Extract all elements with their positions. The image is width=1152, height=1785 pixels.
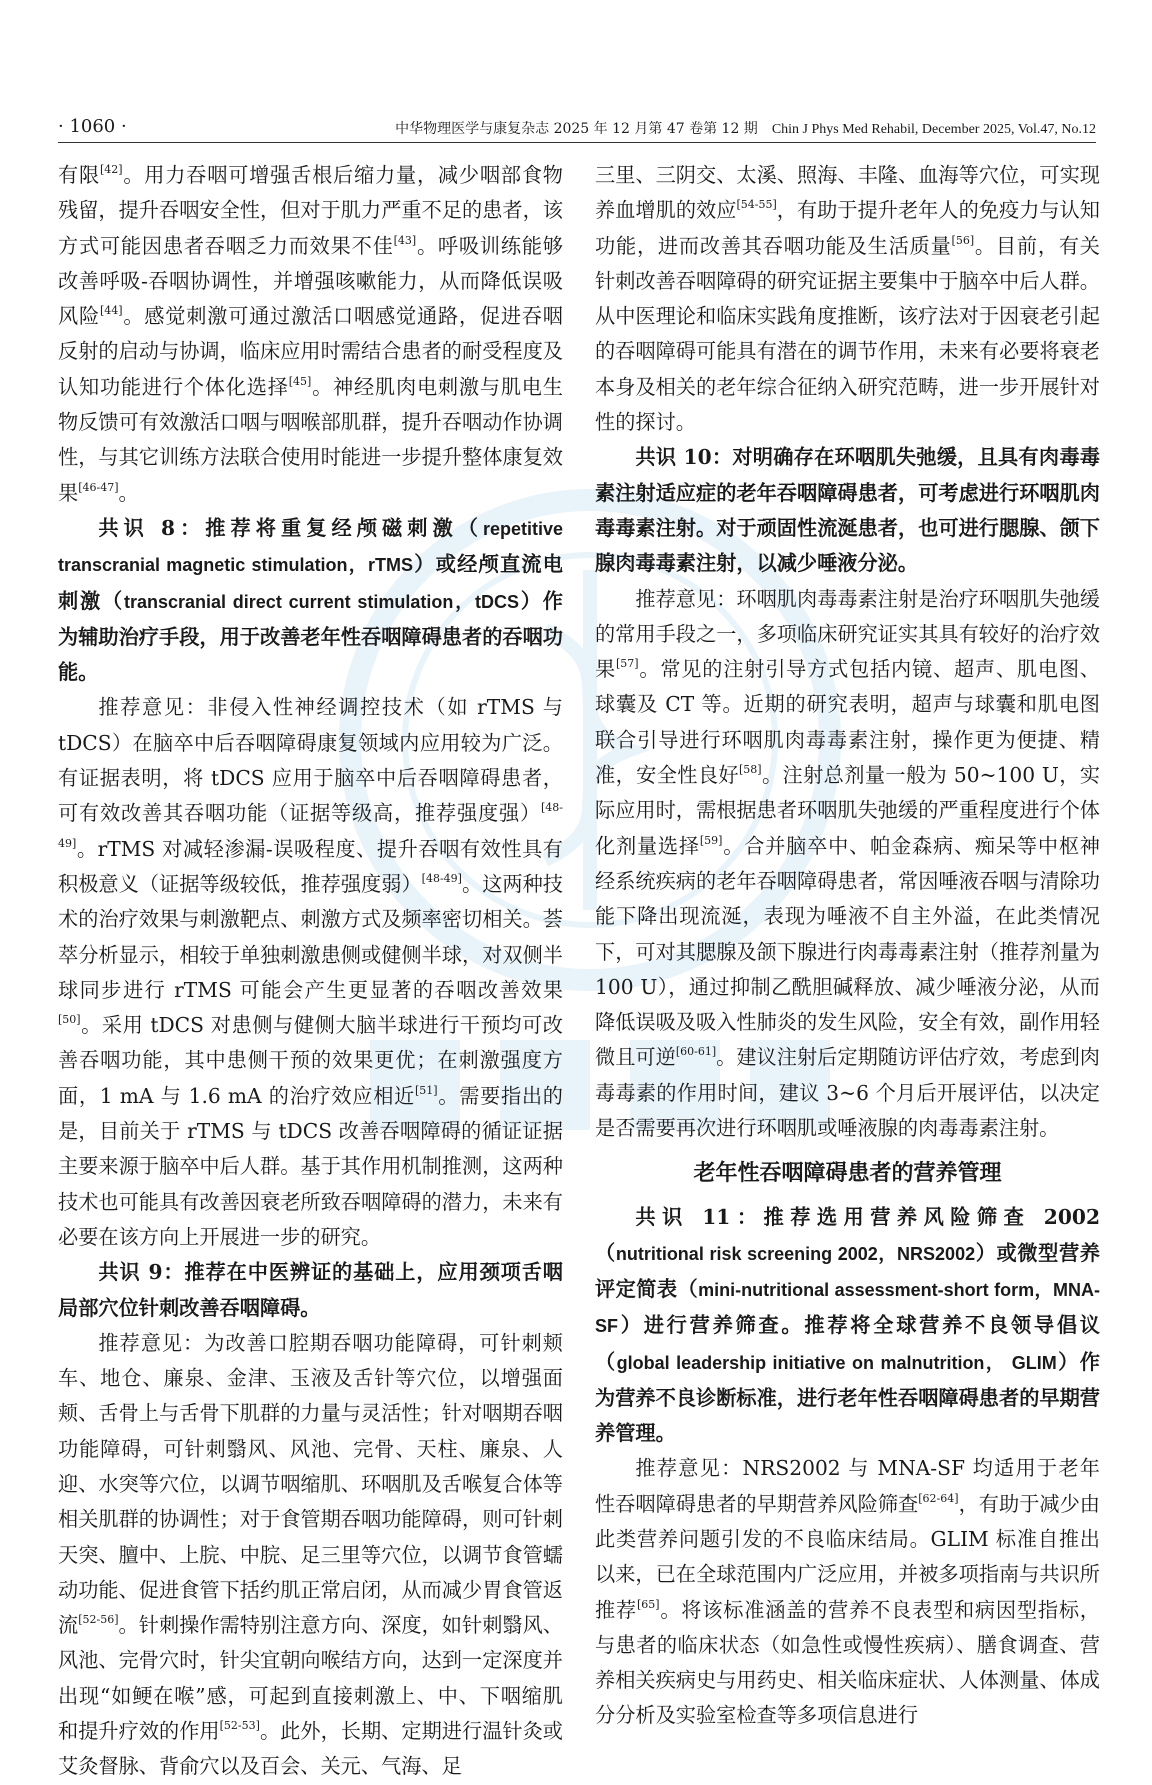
- citation: [44]: [99, 304, 123, 318]
- consensus-11: 共识 11：推荐选用营养风险筛查 2002（nutritional risk screening 2002，NRS2002）或微型营养评定简表（mini-nutritional assessment-short form，MNA-SF）进行营养筛查。推荐将全球营养不良领导倡议（global leadership initiative on malnutrition， GLIM）作为营养不良诊断标准，进行老年性吞咽障碍患者的早期营养管理。: [595, 1205, 1100, 1446]
- citation: [51]: [415, 1083, 438, 1097]
- citation: [42]: [99, 163, 123, 176]
- recommendation-9: 推荐意见：为改善口腔期吞咽功能障碍，可针刺颊车、地仓、廉泉、金津、玉液及舌针等穴位，以增强面颊、舌骨上与舌骨下肌群的力量与灵活性；针对咽期吞咽功能障碍，可针刺翳风、风池、完骨、天柱、廉泉、人迎、水突等穴位，以调节咽缩肌、环咽肌及舌喉复合体等相关肌群的协调性；对于食管期吞咽功能障碍，则可针刺天突、膻中、上脘、中脘、足三里等穴位，以调节食管蠕动功能、促进食管下括约肌正常启闭，从而减少胃食管返流[52-56]。针刺操作需特别注意方向、深度，如针刺翳风、风池、完骨穴时，针尖宜朝向喉结方向，达到一定深度并出现“如鲠在喉”感，可起到直接刺激上、中、下咽缩肌和提升疗效的作用[52-53]。此外，长期、定期进行温针灸或艾灸督脉、背俞穴以及百会、关元、气海、足: [58, 1330, 563, 1779]
- citation: [48-49]: [421, 871, 462, 885]
- running-header: [58, 112, 1096, 143]
- citation: [52-56]: [78, 1613, 119, 1627]
- citation: [60-61]: [675, 1045, 717, 1059]
- recommendation-10: 推荐意见：环咽肌肉毒毒素注射是治疗环咽肌失弛缓的常用手段之一，多项临床研究证实其具有较好的治疗效果[57]。常见的注射引导方式包括内镜、超声、肌电图、球囊及 CT 等。近期的研究表明，超声与球囊和肌电图联合引导进行环咽肌肉毒毒素注射，操作更为便捷、精准，安全性良好[58]。注射总剂量一般为 50~100 U，实际应用时，需根据患者环咽肌失弛缓的严重程度进行个体化剂量选择[59]。合并脑卒中、帕金森病、痴呆等中枢神经系统疾病的老年吞咽障碍患者，常因唾液吞咽与清除功能下降出现流涎，表现为唾液不自主外溢，在此类情况下，可对其腮腺及颌下腺进行肉毒毒素注射（推荐剂量为 100 U），通过抑制乙酰胆碱释放、减少唾液分泌，从而降低误吸及吸入性肺炎的发生风险，安全有效，副作用轻微且可逆[60-61]。建议注射后定期随访评估疗效，考虑到肉毒毒素的作用时间，建议 3~6 个月后开展评估，以决定是否需要再次进行环咽肌或唾液腺的肉毒毒素注射。: [595, 586, 1100, 1141]
- recommendation-8: 推荐意见：非侵入性神经调控技术（如 rTMS 与 tDCS）在脑卒中后吞咽障碍康复领域内应用较为广泛。有证据表明，将 tDCS 应用于脑卒中后吞咽障碍患者，可有效改善其吞咽功能（证据等级高，推荐强度强）[48-49]。rTMS 对减轻渗漏-误吸程度、提升吞咽有效性具有积极意义（证据等级较低，推荐强度弱）[48-49]。这两种技术的治疗效果与刺激靶点、刺激方式及频率密切相关。荟萃分析显示，相较于单独刺激患侧或健侧半球，对双侧半球同步进行 rTMS 可能会产生更显著的吞咽改善效果[50]。采用 tDCS 对患侧与健侧大脑半球进行干预均可改善吞咽功能，其中患侧干预的效果更优；在刺激强度方面，1 mA 与 1.6 mA 的治疗效应相近[51]。需要指出的是，目前关于 rTMS 与 tDCS 改善吞咽障碍的循证证据主要来源于脑卒中后人群。基于其作用机制推测，这两种技术也可能具有改善因衰老所致吞咽障碍的潜力，未来有必要在该方向上开展进一步的研究。: [58, 695, 563, 1249]
- citation: [58]: [739, 763, 762, 777]
- journal-name-en: Chin J Phys Med Rehabil, December 2025, Vol.47, No.12: [771, 122, 1096, 137]
- right-column: [595, 158, 1100, 1728]
- journal-citation: [395, 118, 1096, 138]
- paragraph-methods-tail: 有限[42]。用力吞咽可增强舌根后缩力量，减少咽部食物残留，提升吞咽安全性，但对于肌力严重不足的患者，该方式可能因患者吞咽乏力而效果不佳[43]。呼吸训练能够改善呼吸-吞咽协调性，并增强咳嗽能力，从而降低误吸风险[44]。感觉刺激可通过激活口咽感觉通路，促进吞咽反射的启动与协调，临床应用时需结合患者的耐受程度及认知功能进行个体化选择[45]。神经肌肉电刺激与肌电生物反馈可有效激活口咽与咽喉部肌群，提升吞咽动作协调性，与其它训练方法联合使用时能进一步提升整体康复效果[46-47]。: [58, 163, 563, 505]
- page-number: · 1060 ·: [58, 116, 127, 137]
- section-heading: 老年性吞咽障碍患者的营养管理: [693, 1161, 1002, 1187]
- journal-name-cn: 中华物理医学与康复杂志 2025 年 12 月第 47 卷第 12 期: [395, 121, 758, 137]
- citation: [46-47]: [78, 480, 119, 494]
- citation: [48-49]: [58, 801, 563, 850]
- consensus-8: 共识 8：推荐将重复经颅磁刺激（repetitive transcranial magnetic stimulation，rTMS）或经颅直流电刺激（transcranial direct current stimulation，tDCS）作为辅助治疗手段，用于改善老年性吞咽障碍患者的吞咽功能。: [58, 515, 563, 685]
- citation: [57]: [615, 657, 639, 671]
- consensus-10: 共识 10：对明确存在环咽肌失弛缓，且具有肉毒毒素注射适应症的老年吞咽障碍患者，可考虑进行环咽肌肉毒毒素注射。对于顽固性流涎患者，也可进行腮腺、颌下腺肉毒毒素注射，以减少唾液分泌。: [595, 445, 1100, 576]
- citation: [65]: [636, 1597, 660, 1611]
- citation: [50]: [58, 1013, 81, 1027]
- consensus-9: 共识 9：推荐在中医辨证的基础上，应用颈项舌咽局部穴位针刺改善吞咽障碍。: [58, 1260, 563, 1320]
- recommendation-11: 推荐意见：NRS2002 与 MNA-SF 均适用于老年性吞咽障碍患者的早期营养风险筛查[62-64]，有助于减少由此类营养问题引发的不良临床结局。GLIM 标准自推出以来，已在全球范围内广泛应用，并被多项指南与共识所推荐[65]。将该标准涵盖的营养不良表型和病因型指标，与患者的临床状态（如急性或慢性疾病）、膳食调查、营养相关疾病史与用药史、相关临床症状、人体测量、体成分分析及实验室检查等多项信息进行: [595, 1456, 1100, 1728]
- left-column: [58, 158, 563, 1779]
- recommendation-9-continued: 三里、三阴交、太溪、照海、丰隆、血海等穴位，可实现养血增肌的效应[54-55]，有助于提升老年人的免疫力与认知功能，进而改善其吞咽功能及生活质量[56]。目前，有关针刺改善吞咽障碍的研究证据主要集中于脑卒中后人群。从中医理论和临床实践角度推断，该疗法对于因衰老引起的吞咽障碍可能具有潜在的调节作用，未来有必要将衰老本身及相关的老年综合征纳入研究范畴，进一步开展针对性的探讨。: [595, 163, 1100, 435]
- citation: [54-55]: [736, 198, 777, 212]
- citation: [59]: [699, 833, 723, 847]
- citation: [43]: [393, 233, 417, 247]
- citation: [52-53]: [219, 1719, 260, 1733]
- citation: [62-64]: [918, 1491, 959, 1505]
- citation: [45]: [288, 374, 312, 388]
- citation: [56]: [951, 233, 975, 247]
